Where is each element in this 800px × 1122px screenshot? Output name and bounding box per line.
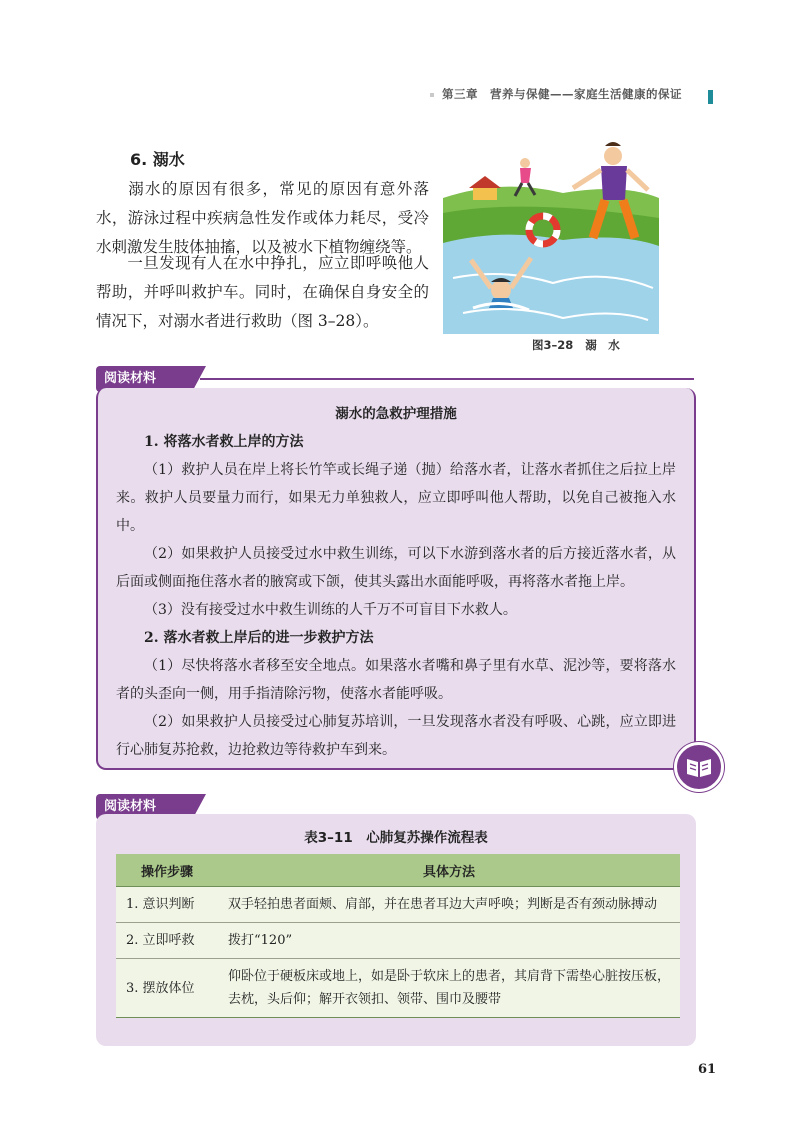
reading-title-1: 溺水的急救护理措施 <box>335 406 457 422</box>
table-cell-step: 2. 立即呼救 <box>116 923 218 959</box>
table-header-step: 操作步骤 <box>116 854 218 887</box>
book-icon <box>674 742 724 792</box>
running-header <box>430 86 730 108</box>
table-row <box>116 887 680 923</box>
drowning-illustration <box>443 138 659 334</box>
header-accent-bar <box>708 90 713 104</box>
reading1-paragraph-5: （2）如果救护人员接受过心肺复苏培训，一旦发现落水者没有呼吸、心跳，应立即进行心肺复苏抢救，边抢救边等待救护车到来。 <box>116 714 676 758</box>
figure-title: 溺 水 <box>585 338 620 352</box>
cpr-table <box>116 854 680 1018</box>
reading-tab-line-1 <box>200 378 694 380</box>
table-cell-method: 双手轻拍患者面颊、肩部，并在患者耳边大声呼唤；判断是否有颈动脉搏动 <box>218 887 680 923</box>
table-title: 表3–11 心肺复苏操作流程表 <box>304 830 488 846</box>
reading1-paragraph-1: （1）救护人员在岸上将长竹竿或长绳子递（抛）给落水者，让落水者抓住之后拉上岸来。救护人员要量力而行，如果无力单独救人，应立即呼叫他人帮助，以免自己被拖入水中。 <box>116 462 676 534</box>
reading-tab-1: 阅读材料 <box>96 366 192 392</box>
reading1-paragraph-4: （1）尽快将落水者移至安全地点。如果落水者嘴和鼻子里有水草、泥沙等，要将落水者的头歪向一侧，用手指清除污物，使落水者能呼吸。 <box>116 658 676 702</box>
paragraph-rescue: 一旦发现有人在水中挣扎，应立即呼唤他人帮助，并呼叫救护车。同时，在确保自身安全的情况下，对溺水者进行救助（图 3–28）。 <box>96 254 429 330</box>
reading1-heading-1: 1. 将落水者救上岸的方法 <box>144 434 304 450</box>
table-row <box>116 959 680 1018</box>
figure-caption <box>532 337 620 353</box>
table-cell-step: 1. 意识判断 <box>116 887 218 923</box>
page-number: 61 <box>698 1062 717 1077</box>
header-bullet <box>430 93 434 97</box>
figure-number: 图3–28 <box>532 338 574 352</box>
table-cell-method: 仰卧位于硬板床或地上，如是卧于软床上的患者，其肩背下需垫心脏按压板，去枕，头后仰；解开衣领扣、领带、围巾及腰带 <box>218 959 680 1018</box>
reading1-heading-2: 2. 落水者救上岸后的进一步救护方法 <box>144 630 374 646</box>
table-header-row <box>116 854 680 887</box>
reading1-paragraph-2: （2）如果救护人员接受过水中救生训练，可以下水游到落水者的后方接近落水者，从后面或侧面拖住落水者的腋窝或下颌，使其头露出水面能呼吸，再将落水者拖上岸。 <box>116 546 676 590</box>
table-header-method: 具体方法 <box>218 854 680 887</box>
table-cell-method: 拨打“120” <box>218 923 680 959</box>
section-title: 6. 溺水 <box>130 150 185 169</box>
table-row <box>116 923 680 959</box>
header-text: 第三章 营养与保健——家庭生活健康的保证 <box>442 87 682 101</box>
reading1-content <box>116 428 676 764</box>
paragraph-causes: 溺水的原因有很多，常见的原因有意外落水，游泳过程中疾病急性发作或体力耗尽，受冷水刺激发生肢体抽搐，以及被水下植物缠绕等。 <box>96 180 429 256</box>
reading-tab-2: 阅读材料 <box>96 794 192 820</box>
reading1-paragraph-3: （3）没有接受过水中救生训练的人千万不可盲目下水救人。 <box>144 602 517 618</box>
table-cell-step: 3. 摆放体位 <box>116 959 218 1018</box>
